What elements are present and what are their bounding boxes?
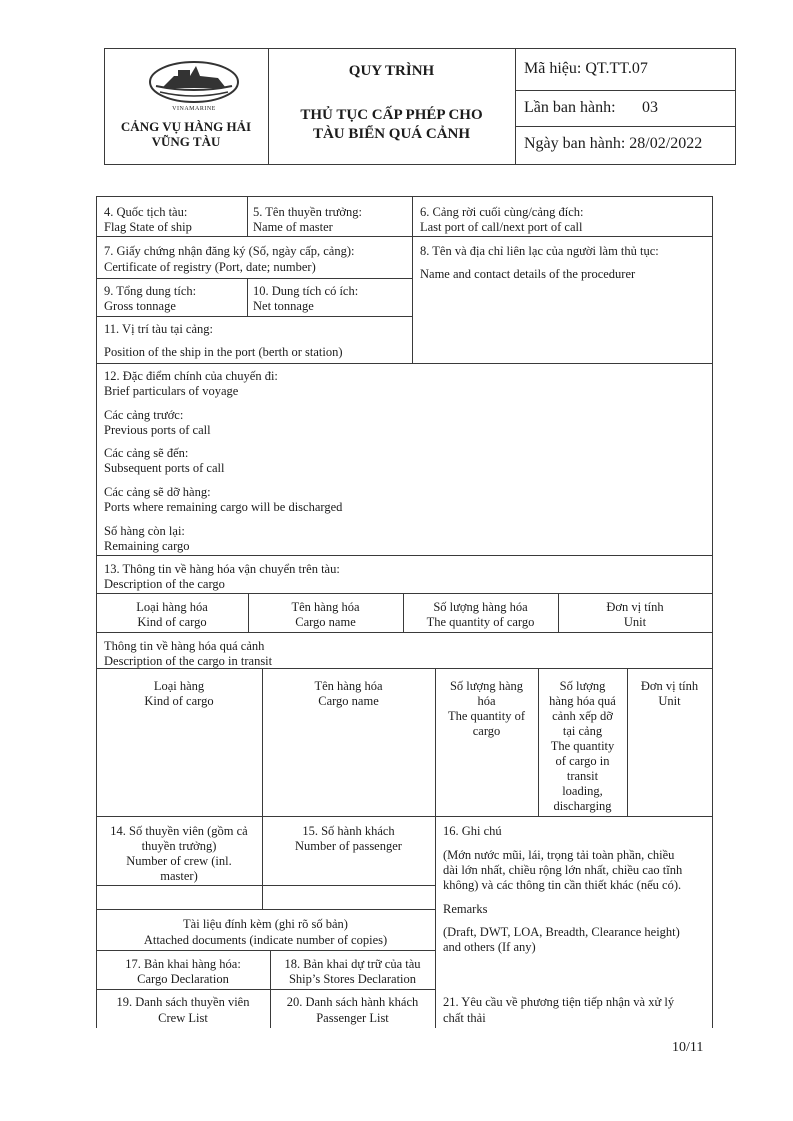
field-10-label-en: Net tonnage [253,299,314,313]
field-11-label-vi: 11. Vị trí tàu tại cảng: [104,322,214,336]
field-7-label-vi: 7. Giấy chứng nhận đăng ký (Số, ngày cấp, cảng): [104,244,355,258]
field-21-label-line1: 21. Yêu cầu về phương tiện tiếp nhận và xử lý [443,995,675,1009]
field-12-label-en: Brief particulars of voyage [104,384,239,398]
doc-title-line2: TÀU BIỂN QUÁ CẢNH [312,126,471,142]
field-11-label-en: Position of the ship in the port (berth or station) [104,345,343,359]
cargo-col-name-vi: Tên hàng hóa [291,600,360,614]
discharge-ports-label-vi: Các cảng sẽ dỡ hàng: [104,485,211,499]
cargo-col-unit-vi: Đơn vị tính [606,600,664,614]
field-17-label-en: Cargo Declaration [137,972,229,986]
field-8-label-vi: 8. Tên và địa chỉ liên lạc của người làm thủ tục: [420,244,659,258]
cargo-col-unit-en: Unit [623,615,647,629]
field-4-label-vi: 4. Quốc tịch tàu: [104,205,188,219]
field-18-label-vi: 18. Bản khai dự trữ của tàu [284,957,421,971]
next-ports-label-en: Subsequent ports of call [104,461,225,475]
field-20-label-vi: 20. Danh sách hành khách [286,995,419,1009]
cargo-col-quantity-en: The quantity of cargo [426,615,535,629]
field-10-label-vi: 10. Dung tích có ích: [253,284,359,298]
field-16-note-vi: (Mớn nước mũi, lái, trọng tải toàn phần, chiều dài lớn nhất, chiều rộng lớn nhất, chiều cao tĩnh không) và các thông tin cần thiết khác (nếu có). [443,848,683,892]
transit-cargo-label-vi: Thông tin về hàng hóa quá cảnh [104,639,265,653]
logo-caption: VINAMARINE [172,106,216,112]
field-17-label-vi: 17. Bản khai hàng hóa: [125,957,241,971]
field-9-label-vi: 9. Tổng dung tích: [104,284,197,298]
field-6-label-en: Last port of call/next port of call [420,220,583,234]
doc-code: Mã hiệu: QT.TT.07 [524,60,648,77]
field-4-label-en: Flag State of ship [104,220,192,234]
field-6-label-vi: 6. Cảng rời cuối cùng/cảng đích: [420,205,584,219]
cargo-col-kind-en: Kind of cargo [137,615,207,629]
field-12-label-vi: 12. Đặc điểm chính của chuyến đi: [104,369,278,383]
field-20-label-en: Passenger List [316,1011,389,1025]
field-5-label-vi: 5. Tên thuyền trưởng: [253,205,362,219]
next-ports-label-vi: Các cảng sẽ đến: [104,446,189,460]
field-14-label: 14. Số thuyền viên (gồm cả thuyền trưởng) Number of crew (inl. master) [110,824,248,883]
attached-docs-label-en: Attached documents (indicate number of copies) [143,933,388,947]
issue-date: Ngày ban hành: 28/02/2022 [524,135,703,152]
transit-col-unit: Đơn vị tính Unit [640,679,699,708]
doc-title-line1: THỦ TỤC CẤP PHÉP CHO [300,107,483,123]
transit-col-name: Tên hàng hóa Cargo name [314,679,383,708]
remaining-cargo-label-vi: Số hàng còn lại: [104,524,185,538]
discharge-ports-label-en: Ports where remaining cargo will be discharged [104,500,343,514]
vinamarine-logo [146,58,242,108]
field-13-label-en: Description of the cargo [104,577,225,591]
cargo-col-kind-vi: Loại hàng hóa [136,600,208,614]
issue-label: Lần ban hành: [524,99,616,116]
issue-number: 03 [642,99,658,116]
field-16-note-en: (Draft, DWT, LOA, Breadth, Clearance height) and others (If any) [443,925,680,954]
cargo-col-quantity-vi: Số lượng hàng hóa [433,600,528,614]
field-13-label-vi: 13. Thông tin về hàng hóa vận chuyển trên tàu: [104,562,340,576]
remaining-cargo-label-en: Remaining cargo [104,539,190,553]
attached-docs-label-vi: Tài liệu đính kèm (ghi rõ số bản) [183,917,348,931]
org-name-line2: VŨNG TÀU [151,134,221,149]
field-18-label-en: Ship’s Stores Declaration [288,972,417,986]
org-name-line1: CẢNG VỤ HÀNG HẢI [120,119,252,134]
field-15-label: 15. Số hành khách Number of passenger [295,824,402,853]
page-number: 10/11 [672,1040,704,1055]
cargo-col-name-en: Cargo name [295,615,356,629]
field-19-label-en: Crew List [158,1011,208,1025]
previous-ports-label-en: Previous ports of call [104,423,211,437]
field-5-label-en: Name of master [253,220,333,234]
field-8-label-en: Name and contact details of the procedurer [420,267,636,281]
field-21-label-line2: chất thải [443,1011,486,1025]
previous-ports-label-vi: Các cảng trước: [104,408,184,422]
field-19-label-vi: 19. Danh sách thuyền viên [116,995,250,1009]
field-7-label-en: Certificate of registry (Port, date; number) [104,260,316,274]
transit-cargo-label-en: Description of the cargo in transit [104,654,273,668]
transit-col-quantity: Số lượng hàng hóa The quantity of cargo [447,679,526,738]
transit-col-kind: Loại hàng Kind of cargo [144,679,214,708]
transit-col-quantity-transit: Số lượng hàng hóa quá cảnh xếp dỡ tại cảng The quantity of cargo in transit loading, discharging [549,679,616,813]
field-16-title: 16. Ghi chú [443,824,502,838]
doc-type-title: QUY TRÌNH [348,63,435,79]
field-16-remarks-label: Remarks [443,902,488,916]
field-9-label-en: Gross tonnage [104,299,176,313]
